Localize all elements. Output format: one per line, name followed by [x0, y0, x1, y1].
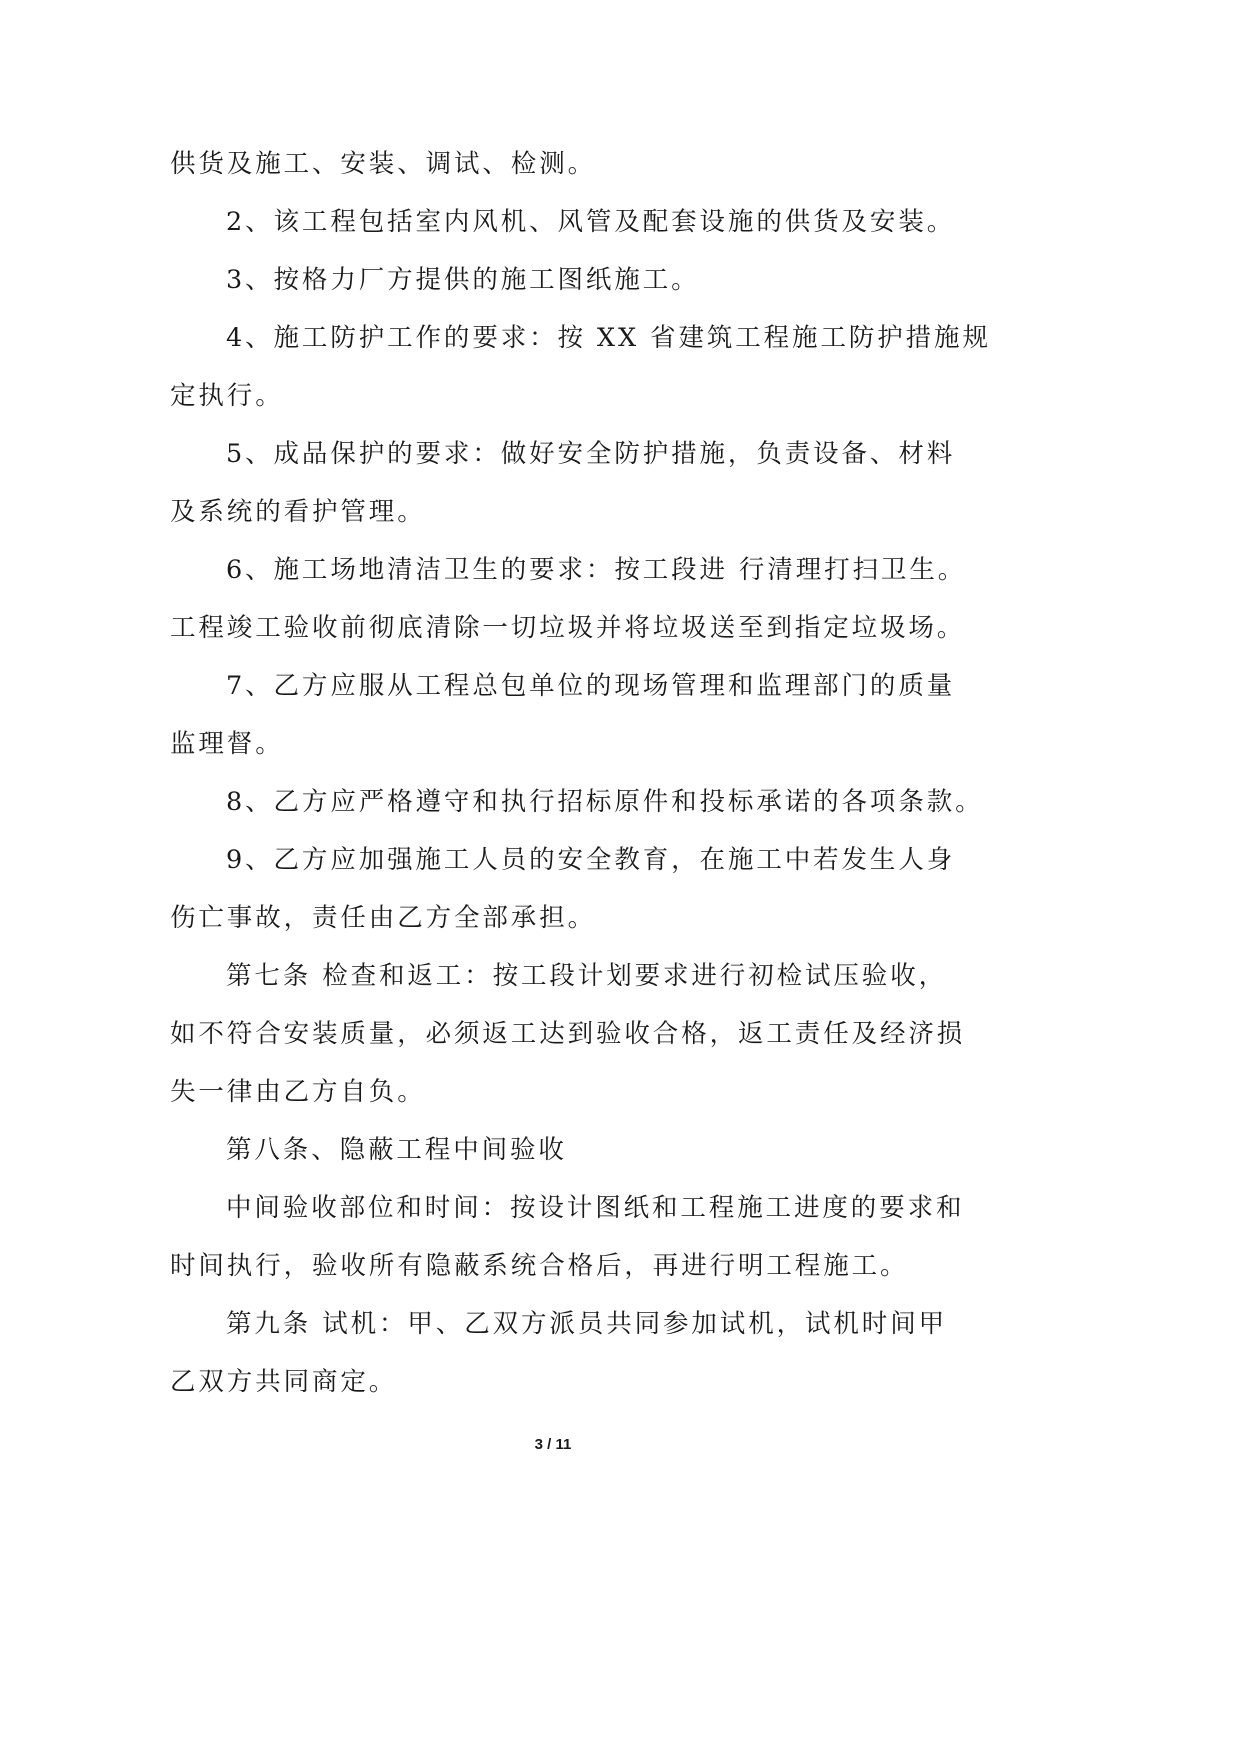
text-line: 第八条、隐蔽工程中间验收 [226, 1135, 567, 1165]
text-line: 8、乙方应严格遵守和执行招标原件和投标承诺的各项条款。 [226, 787, 984, 817]
text-line: 失一律由乙方自负。 [170, 1077, 426, 1107]
text-line: 时间执行，验收所有隐蔽系统合格后，再进行明工程施工。 [170, 1251, 909, 1281]
text-line: 供货及施工、安装、调试、检测。 [170, 149, 597, 179]
text-line: 2、该工程包括室内风机、风管及配套设施的供货及安装。 [226, 207, 956, 237]
text-line: 如不符合安装质量，必须返工达到验收合格，返工责任及经济损 [170, 1019, 966, 1049]
text-line: 第七条 检查和返工：按工段计划要求进行初检试压验收， [226, 961, 948, 991]
text-line: 工程竣工验收前彻底清除一切垃圾并将垃圾送至到指定垃圾场。 [170, 613, 966, 643]
page-number: 3 / 11 [534, 1436, 572, 1453]
text-line: 7、乙方应服从工程总包单位的现场管理和监理部门的质量 [226, 671, 956, 701]
text-line: 定执行。 [170, 381, 284, 411]
text-line: 6、施工场地清洁卫生的要求：按工段进 行清理打扫卫生。 [226, 555, 967, 585]
text-line: 伤亡事故，责任由乙方全部承担。 [170, 903, 597, 933]
text-line: 5、成品保护的要求：做好安全防护措施，负责设备、材料 [226, 439, 956, 469]
text-line: 第九条 试机：甲、乙双方派员共同参加试机，试机时间甲 [226, 1309, 948, 1339]
text-line: 乙双方共同商定。 [170, 1367, 398, 1397]
text-line: 监理督。 [170, 729, 284, 759]
text-line: 9、乙方应加强施工人员的安全教育，在施工中若发生人身 [226, 845, 956, 875]
text-line: 中间验收部位和时间：按设计图纸和工程施工进度的要求和 [226, 1193, 965, 1223]
text-line: 及系统的看护管理。 [170, 497, 426, 527]
text-line: 4、施工防护工作的要求：按 XX 省建筑工程施工防护措施规 [226, 323, 991, 353]
text-line: 3、按格力厂方提供的施工图纸施工。 [226, 265, 700, 295]
